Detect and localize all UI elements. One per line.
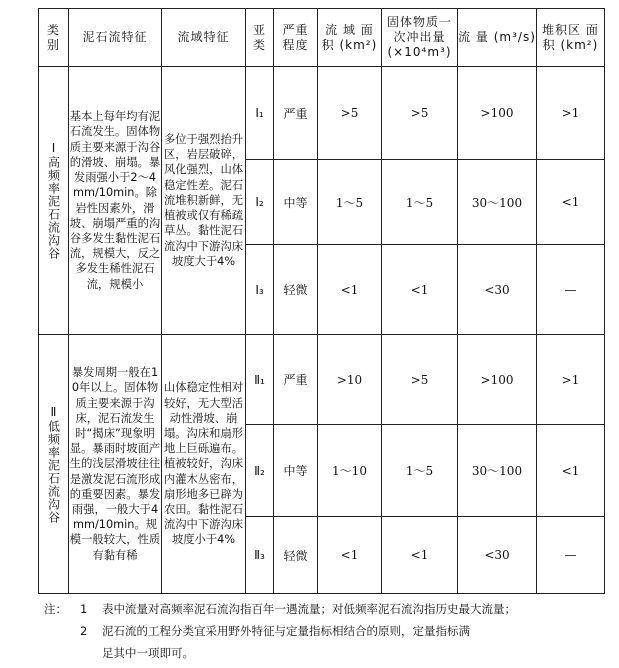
basin-area-cell: >10 xyxy=(318,335,382,425)
deposit-area-cell: <1 xyxy=(537,160,605,245)
subclass-cell: Ⅰ₃ xyxy=(246,245,274,335)
subclass-cell: Ⅰ₁ xyxy=(246,67,274,160)
header-discharge: 流 量 (m³/s) xyxy=(458,9,537,67)
severity-cell: 严重 xyxy=(274,335,318,425)
severity-cell: 中等 xyxy=(274,160,318,245)
header-category: 类 别 xyxy=(39,9,69,67)
header-basin-area: 流 域 面 积 (km²) xyxy=(318,9,382,67)
deposit-area-cell: <1 xyxy=(537,425,605,517)
header-solid-volume: 固体物质一 次冲出量 (×10⁴m³) xyxy=(382,9,458,67)
table-notes xyxy=(44,598,604,664)
solid-volume-cell: 1～5 xyxy=(382,425,458,517)
header-severity: 严重 程度 xyxy=(274,9,318,67)
header-deposit-area: 堆积区 面 积 (km²) xyxy=(537,9,605,67)
basin-area-cell: 1～10 xyxy=(318,425,382,517)
category-cell xyxy=(39,335,69,594)
deposit-area-cell: — xyxy=(537,517,605,594)
table-row xyxy=(39,67,605,160)
debris-feature-cell: 暴发周期一般在10年以上。固体物质主要来源于沟床，泥石流发生时“揭床”现象明显。暴雨时坡面产生的浅层滑坡往往是激发泥石流形成的重要因素。暴发雨强，一般大于4mm/10min。规模一般较大，性质有黏有稀 xyxy=(69,335,162,594)
discharge-cell: >100 xyxy=(458,335,537,425)
discharge-cell: >100 xyxy=(458,67,537,160)
solid-volume-cell: <1 xyxy=(382,517,458,594)
notes-label: 注： xyxy=(44,602,67,616)
solid-volume-cell: <1 xyxy=(382,245,458,335)
discharge-cell: <30 xyxy=(458,245,537,335)
note-text: 表中流量对高频率泥石流沟指百年一遇流量；对低频率泥石流沟指历史最大流量； xyxy=(102,602,516,616)
basin-feature-cell: 多位于强烈抬升区，岩层破碎，风化强烈，山体稳定性差。泥石流堆积新鲜，无植被或仅有稀疏草丛。黏性泥石流沟中下游沟床坡度大于4% xyxy=(162,67,246,335)
deposit-area-cell: — xyxy=(537,245,605,335)
basin-area-cell: >5 xyxy=(318,67,382,160)
discharge-cell: 30～100 xyxy=(458,160,537,245)
deposit-area-cell: >1 xyxy=(537,67,605,160)
subclass-cell: Ⅱ₃ xyxy=(246,517,274,594)
note-text: 泥石流的工程分类宜采用野外特征与定量指标相结合的原则，定量指标满 xyxy=(102,624,470,638)
solid-volume-cell: 1～5 xyxy=(382,160,458,245)
note-1 xyxy=(44,598,604,620)
discharge-cell: 30～100 xyxy=(458,425,537,517)
basin-area-cell: <1 xyxy=(318,517,382,594)
basin-area-cell: <1 xyxy=(318,245,382,335)
basin-feature-cell: 山体稳定性相对较好，无大型活动性滑坡、崩塌。沟床和扇形地上巨砾遍布。植被较好，沟床内灌木丛密布，扇形地多已辟为农田。黏性泥石流沟中下游沟床坡度小于4% xyxy=(162,335,246,594)
header-basin-feature: 流域特征 xyxy=(162,9,246,67)
header-row xyxy=(39,9,605,67)
debris-flow-classification-table xyxy=(38,8,605,594)
solid-volume-cell: >5 xyxy=(382,67,458,160)
category-label: Ⅱ低频率泥石流沟谷 xyxy=(46,404,61,524)
header-debris-feature: 泥石流特征 xyxy=(69,9,162,67)
subclass-cell: Ⅰ₂ xyxy=(246,160,274,245)
severity-cell: 严重 xyxy=(274,67,318,160)
note-number: 1 xyxy=(80,602,88,616)
debris-feature-cell: 基本上每年均有泥石流发生。固体物质主要来源于沟谷的滑坡、崩塌。暴发雨强小于2～4mm/10min。除岩性因素外，滑坡、崩塌严重的沟谷多发生黏性泥石流，规模大，反之多发生稀性泥石流，规模小 xyxy=(69,67,162,335)
severity-cell: 轻微 xyxy=(274,517,318,594)
note-2 xyxy=(44,620,604,642)
note-number: 2 xyxy=(80,624,88,638)
category-label: Ⅰ高频率泥石流沟谷 xyxy=(46,141,61,260)
discharge-cell: <30 xyxy=(458,517,537,594)
subclass-cell: Ⅱ₂ xyxy=(246,425,274,517)
note-2-continuation: 足其中一项即可。 xyxy=(102,646,194,660)
subclass-cell: Ⅱ₁ xyxy=(246,335,274,425)
deposit-area-cell: >1 xyxy=(537,335,605,425)
category-cell xyxy=(39,67,69,335)
table-row xyxy=(39,335,605,425)
basin-area-cell: 1～5 xyxy=(318,160,382,245)
severity-cell: 轻微 xyxy=(274,245,318,335)
severity-cell: 中等 xyxy=(274,425,318,517)
solid-volume-cell: >5 xyxy=(382,335,458,425)
header-subclass: 亚 类 xyxy=(246,9,274,67)
